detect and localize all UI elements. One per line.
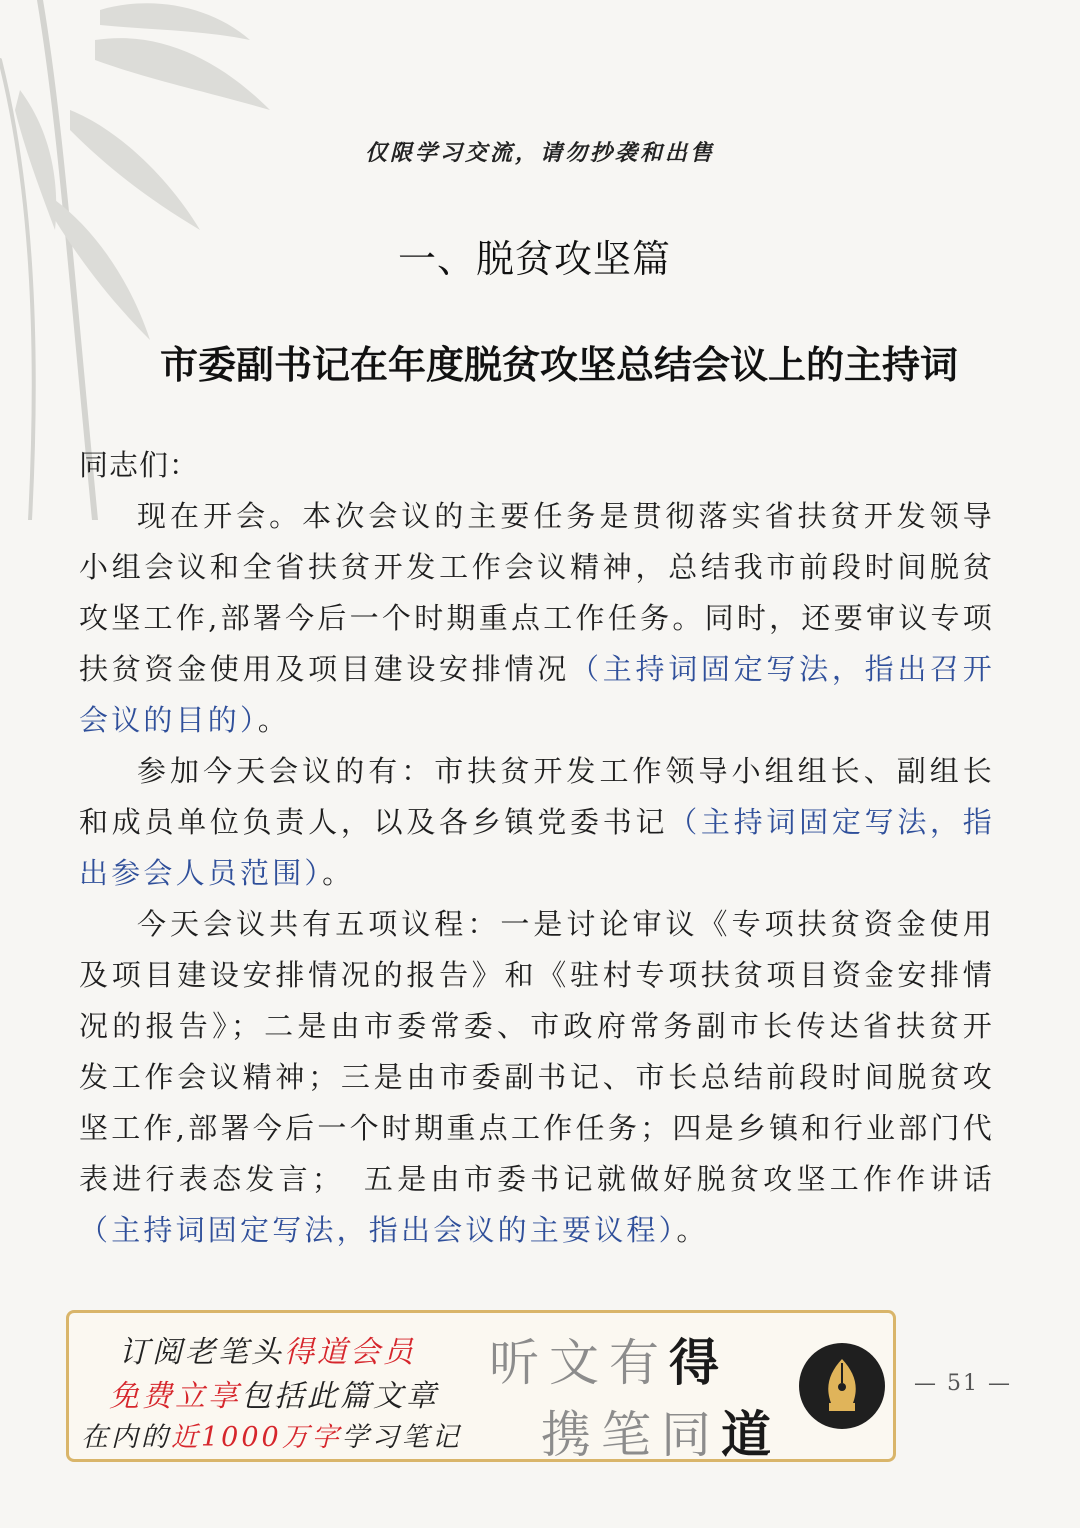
paragraph-3 bbox=[79, 899, 995, 1256]
paragraph-3-end: 。 bbox=[676, 1213, 709, 1247]
banner-line-1 bbox=[119, 1327, 416, 1371]
page-number: — 51 — bbox=[914, 1371, 1012, 1396]
banner-line-3-c: 学习笔记 bbox=[341, 1422, 462, 1453]
paragraph-1 bbox=[79, 491, 995, 746]
banner-line-3-a: 在内的 bbox=[81, 1422, 171, 1453]
paragraph-2-end: 。 bbox=[322, 856, 355, 890]
paragraph-3-text: 今天会议共有五项议程：一是讨论审议《专项扶贫资金使用及项目建设安排情况的报告》和《驻村专项扶贫项目资金安排情况的报告》；二是由市委常委、市政府常务副市长传达省扶贫开发工作会议精神；三是由市委副书记、市长总结前段时间脱贫攻坚工作,部署今后一个时期重点工作任务；四是乡镇和行业部门代表进行表态发言； 五是由市委书记就做好脱贫攻坚工作作讲话 bbox=[79, 907, 995, 1196]
banner-line-1-b: 得道会员 bbox=[284, 1335, 416, 1370]
banner-line-2-a: 免费立享 bbox=[109, 1379, 241, 1414]
section-title: 一、脱贫攻坚篇 bbox=[398, 237, 672, 281]
pen-nib-icon-svg bbox=[799, 1343, 885, 1429]
paragraph-2-text: 参加今天会议的有：市扶贫开发工作领导小组组长、副组长和成员单位负责人，以及各乡镇党委书记 bbox=[79, 754, 995, 839]
banner-slogan-2-b: 道 bbox=[721, 1405, 781, 1462]
salutation: 同志们： bbox=[79, 448, 200, 482]
paragraph-1-end: 。 bbox=[257, 703, 290, 737]
subscription-banner[interactable] bbox=[66, 1310, 896, 1462]
banner-line-1-a: 订阅老笔头 bbox=[119, 1335, 284, 1370]
pen-nib-icon bbox=[799, 1343, 885, 1429]
paragraph-2-note: （主持词固定写法，指出参会人员范围） bbox=[79, 805, 995, 890]
paragraph-1-note: （主持词固定写法，指出召开会议的目的） bbox=[79, 652, 995, 737]
banner-slogan-1-a: 听文有 bbox=[489, 1334, 669, 1392]
banner-line-2-b: 包括此篇文章 bbox=[241, 1379, 439, 1414]
paragraph-1-text: 现在开会。本次会议的主要任务是贯彻落实省扶贫开发领导小组会议和全省扶贫开发工作会议精神，总结我市前段时间脱贫攻坚工作,部署今后一个时期重点工作任务。同时，还要审议专项扶贫资金使用及项目建设安排情况 bbox=[79, 499, 995, 686]
banner-line-2 bbox=[109, 1371, 439, 1415]
banner-line-3 bbox=[81, 1415, 462, 1454]
copyright-watermark: 仅限学习交流，请勿抄袭和出售 bbox=[364, 140, 715, 166]
banner-slogan-1-b: 得 bbox=[669, 1333, 729, 1392]
paragraph-2 bbox=[79, 746, 995, 899]
paragraph-3-note: （主持词固定写法，指出会议的主要议程） bbox=[79, 1213, 677, 1247]
article-body bbox=[79, 440, 995, 1256]
banner-slogan-2-a: 携笔同 bbox=[541, 1406, 721, 1462]
article-title: 市委副书记在年度脱贫攻坚总结会议上的主持词 bbox=[160, 342, 959, 387]
banner-line-3-b: 近1000万字 bbox=[171, 1422, 342, 1453]
banner-slogan-1 bbox=[489, 1323, 729, 1395]
banner-slogan-2 bbox=[541, 1395, 781, 1462]
